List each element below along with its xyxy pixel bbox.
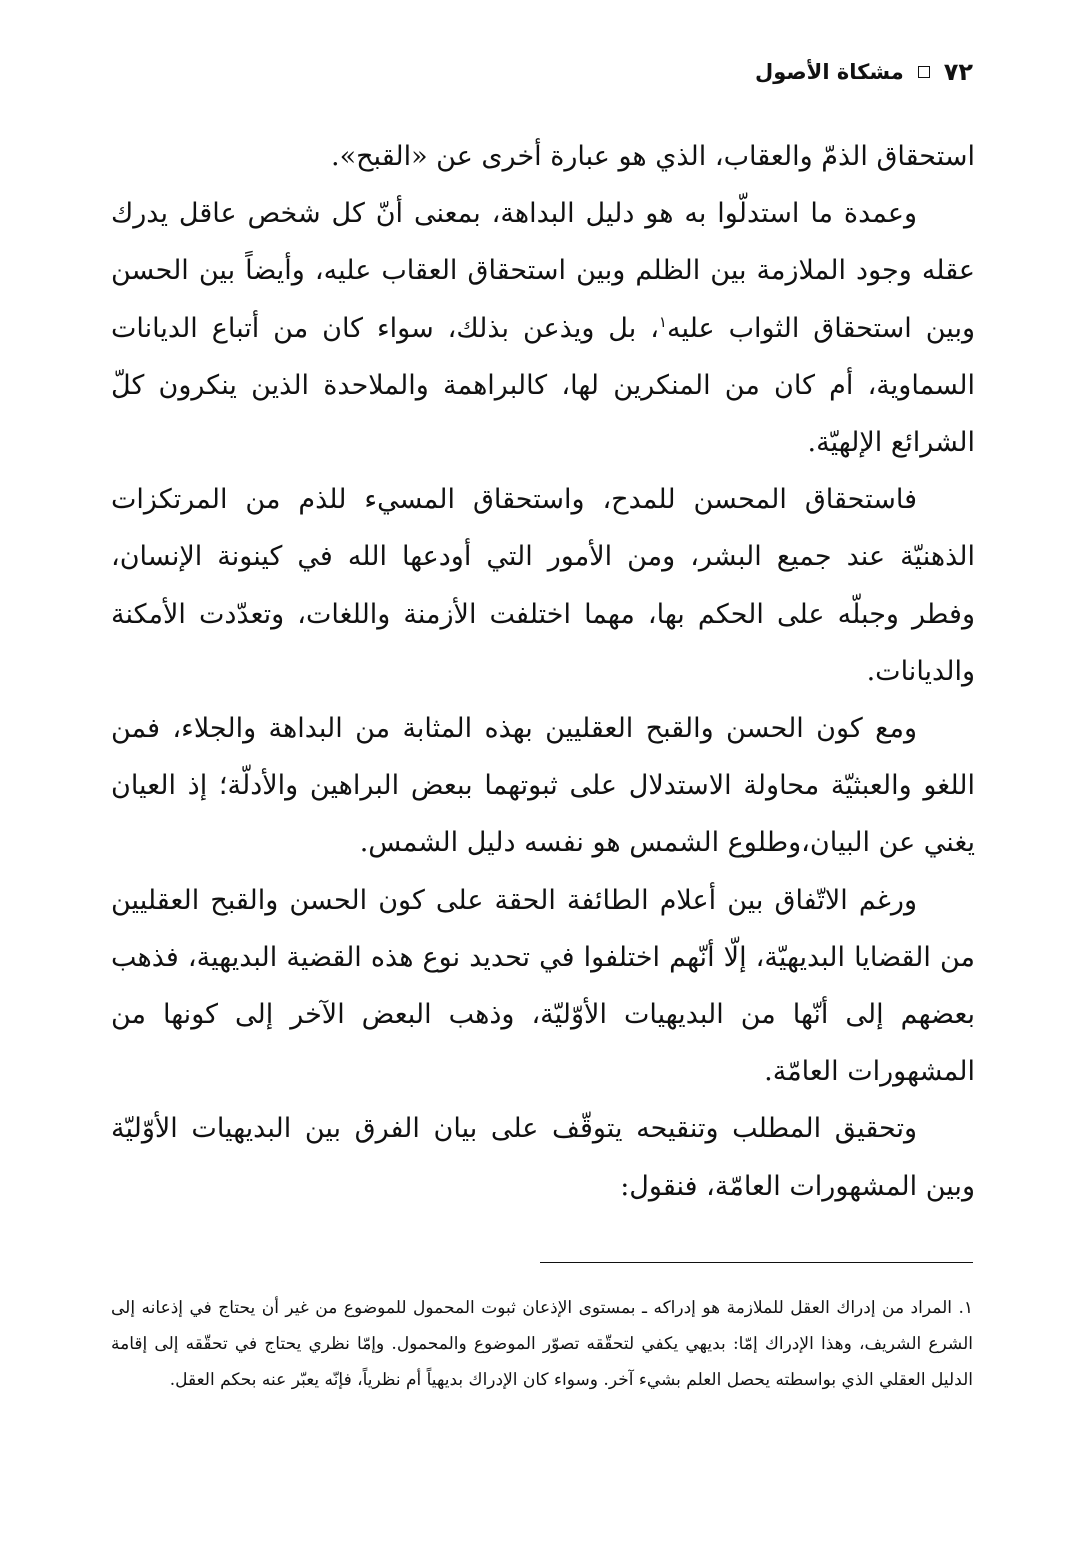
footnote-separator — [540, 1262, 973, 1263]
paragraph: ومع كون الحسن والقبح العقليين بهذه المثابة من البداهة والجلاء، فمن اللغو والعبثيّة محاولة الاستدلال على ثبوتهما ببعض البراهين والأدلّة؛ إذ العيان يغني عن البيان،وطلوع الشمس هو نفسه دليل الشمس. — [111, 713, 975, 859]
footnote-reference: ١ — [658, 312, 667, 331]
paragraph: وتحقيق المطلب وتنقيحه يتوقّف على بيان الفرق بين البديهيات الأوّليّة وبين المشهورات العامّة، فنقول: — [111, 1113, 975, 1202]
footnote-text: ١. المراد من إدراك العقل للملازمة هو إدراكه ـ بمستوى الإذعان ثبوت المحمول للموضوع من غير أن يحتاج في إذعانه إلى الشرع الشريف، وهذا الإدراك إمّا: بديهي يكفي لتحقّقه تصوّر الموضوع والمحمول. وإمّا نظري يحتاج في تحقّقه إلى إقامة الدليل العقلي الذي بواسطته يحصل العلم بشيء آخر. وسواء كان الإدراك بديهياً أم نظرياً، فإنّه يعبّر عنه بحكم العقل. — [111, 1298, 973, 1390]
paragraph — [111, 185, 975, 471]
paragraph-text: ، بل ويذعن بذلك، سواء كان من أتباع الديانات السماوية، أم كان من المنكرين لها، كالبراهمة والملاحدة الذين ينكرون كلّ الشرائع الإلهيّة. — [111, 312, 975, 459]
paragraph-text: وعمدة ما استدلّوا به هو دليل البداهة، بمعنى أنّ كل شخص عاقل يدرك عقله وجود الملازمة بين الظلم وبين استحقاق العقاب عليه، وأيضاً بين الحسن وبين استحقاق الثواب عليه — [111, 198, 975, 344]
paragraph: ورغم الاتّفاق بين أعلام الطائفة الحقة على كون الحسن والقبح العقليين من القضايا البديهيّة، إلّا أنّهم اختلفوا في تحديد نوع هذه القضية البديهية، فذهب بعضهم إلى أنّها من البديهيات الأوّليّة، وذهب البعض الآخر إلى كونها من المشهورات العامّة. — [111, 884, 975, 1088]
main-text — [111, 128, 975, 1215]
footnote — [111, 1290, 973, 1398]
book-title: مشكاة الأصول — [755, 60, 904, 84]
page-number: ٧٢ — [943, 58, 973, 86]
header-square-ornament-icon — [918, 66, 930, 78]
paragraph: فاستحقاق المحسن للمدح، واستحقاق المسيء للذم من المرتكزات الذهنيّة عند جميع البشر، ومن الأمور التي أودعها الله في كينونة الإنسان، وفطر وجبلّه على الحكم بها، مهما اختلفت الأزمنة واللغات، وتعدّدت الأمكنة والديانات. — [111, 484, 975, 687]
running-header — [755, 52, 973, 92]
paragraph-continuation: استحقاق الذمّ والعقاب، الذي هو عبارة أخرى عن «القبح». — [331, 141, 975, 172]
